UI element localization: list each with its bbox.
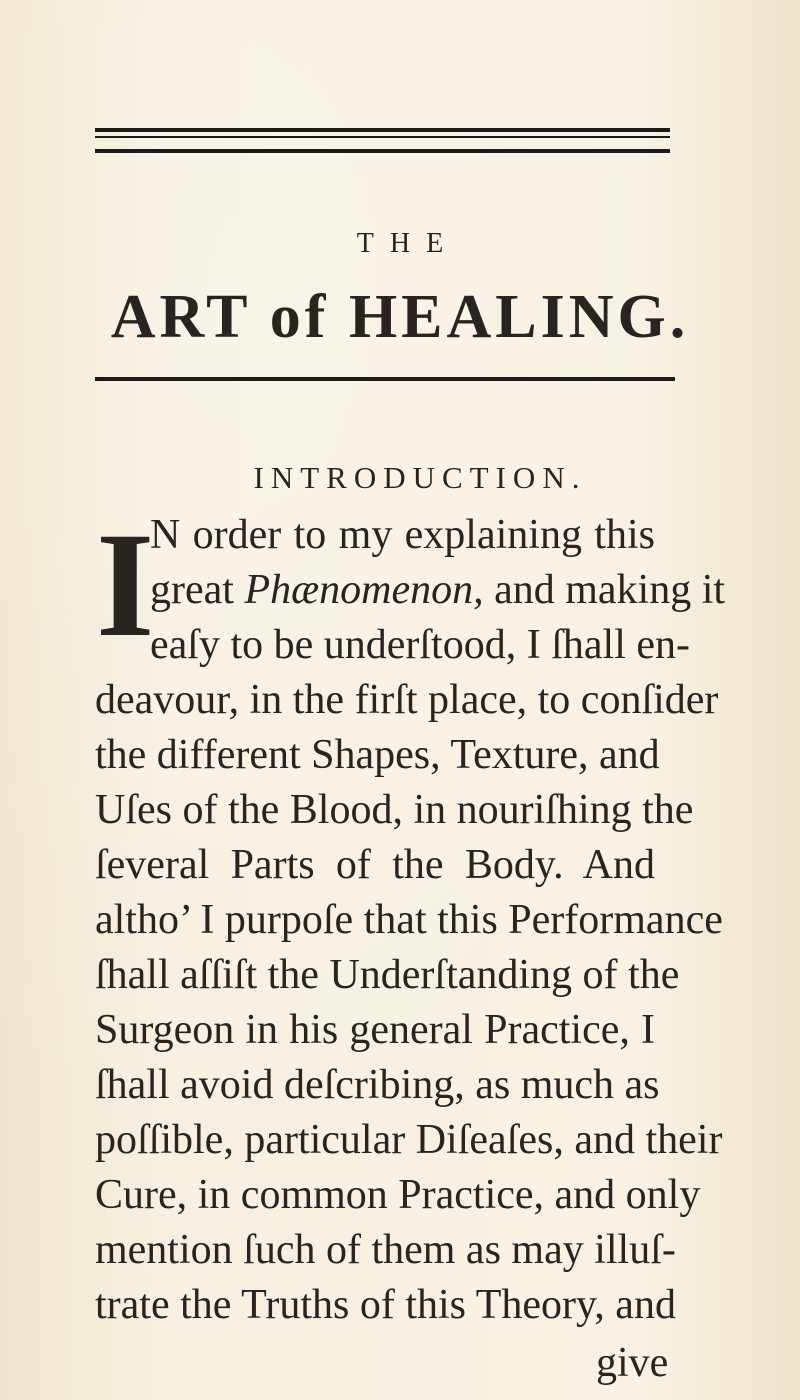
drop-cap: I <box>96 502 155 668</box>
page-title: ART of HEALING. <box>110 283 690 351</box>
text-line: deavour, in the firſt place, to conſider <box>95 677 719 723</box>
text-line: Cure, in common Practice, and only <box>95 1172 701 1218</box>
text-line: Uſes of the Blood, in nouriſhing the <box>95 787 694 833</box>
text-line: eaſy to be underſtood, I ſhall en- <box>150 622 690 668</box>
text-line <box>150 565 726 615</box>
text-line: the different Shapes, Texture, and <box>95 732 660 778</box>
text-line: trate the Truths of this Theory, and <box>95 1282 676 1328</box>
text-line: mention ſuch of them as may illuſ- <box>95 1227 676 1273</box>
title-article: THE <box>356 228 460 259</box>
text-line: altho’ I purpoſe that this Performance <box>95 897 723 943</box>
text-fragment: and making it <box>483 567 726 613</box>
catchword: give <box>596 1340 669 1386</box>
title-divider-rule <box>95 377 675 381</box>
text-line: ſeveral Parts of the Body. And <box>95 842 655 888</box>
text-fragment: great <box>150 567 234 613</box>
text-line: ſhall aſſiſt the Underſtanding of the <box>95 952 680 998</box>
section-heading: INTRODUCTION. <box>253 460 587 495</box>
text-line: Surgeon in his general Practice, I <box>95 1007 655 1053</box>
text-line: ſhall avoid deſcribing, as much as <box>95 1062 660 1108</box>
text-line: poſſible, particular Diſeaſes, and their <box>95 1117 723 1163</box>
text-line: N order to my explaining this <box>150 512 655 558</box>
top-rule-thick <box>95 128 670 132</box>
top-rule-thin <box>95 136 670 138</box>
top-rule-lower <box>95 149 670 153</box>
italic-term: Phænomenon, <box>244 567 484 613</box>
